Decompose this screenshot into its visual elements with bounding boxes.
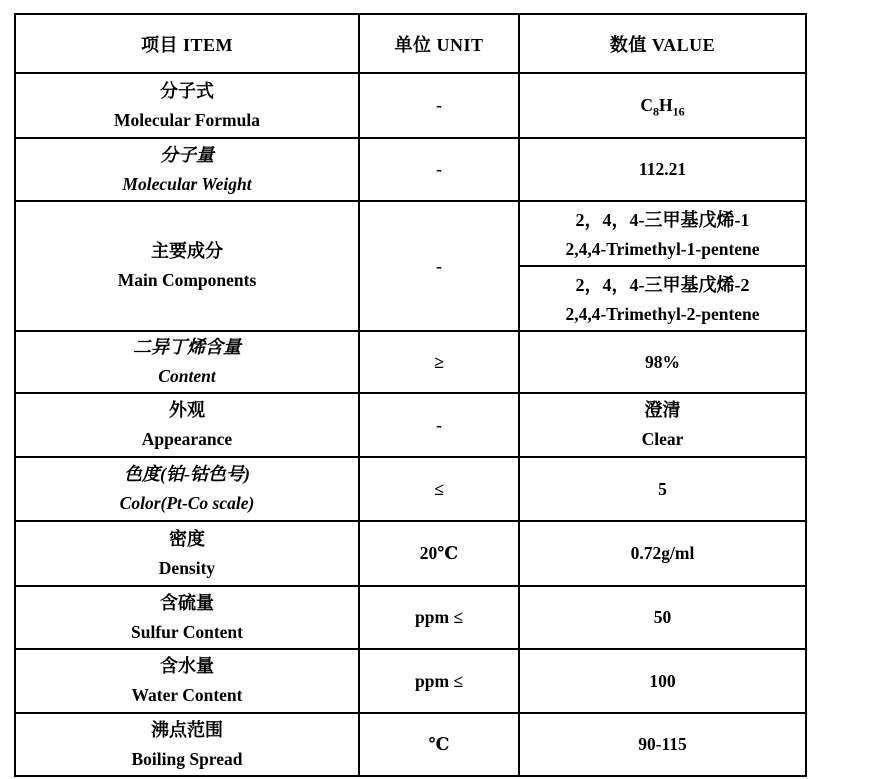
item-label-en: Main Components	[117, 270, 257, 290]
value-cell	[519, 457, 806, 521]
item-label-zh: 二异丁烯含量	[133, 337, 241, 357]
row-molecular-weight	[15, 138, 806, 201]
value-cell	[519, 138, 806, 201]
row-molecular-formula	[15, 73, 806, 138]
unit-cell	[359, 138, 519, 201]
item-cell	[15, 521, 359, 586]
unit-cell	[359, 73, 519, 138]
product-spec-table	[14, 13, 807, 777]
value-cell	[519, 73, 806, 138]
value-text: 0.72g/ml	[630, 543, 695, 563]
unit-cell	[359, 713, 519, 776]
row-boiling-spread	[15, 713, 806, 776]
value-cell	[519, 201, 806, 331]
unit-value: ℃	[428, 734, 450, 754]
unit-value: ppm ≤	[414, 607, 464, 627]
value-en: Clear	[641, 429, 684, 449]
component-2	[520, 267, 805, 330]
unit-value: -	[436, 255, 442, 276]
unit-value: -	[436, 414, 442, 435]
component-1-zh: 2，4，4-三甲基戊烯-1	[575, 209, 750, 230]
item-cell	[15, 73, 359, 138]
unit-value: ≥	[434, 351, 444, 372]
item-label-zh: 色度(铂-钴色号)	[124, 464, 250, 484]
row-water-content	[15, 649, 806, 713]
header-unit: 单位 UNIT	[359, 14, 519, 73]
unit-value: 20℃	[419, 543, 459, 563]
value-text: 5	[658, 478, 667, 499]
value-text: 112.21	[638, 159, 687, 179]
item-cell	[15, 457, 359, 521]
row-main-components	[15, 201, 806, 331]
unit-cell	[359, 331, 519, 393]
item-label-zh: 外观	[169, 400, 205, 420]
unit-value: -	[436, 159, 442, 179]
item-label-zh: 沸点范围	[151, 719, 223, 740]
item-label-en: Molecular Formula	[114, 109, 260, 130]
item-label-zh: 主要成分	[151, 241, 223, 261]
item-label-en: Content	[158, 366, 216, 386]
unit-cell	[359, 521, 519, 586]
value-text: 100	[649, 670, 676, 691]
row-color	[15, 457, 806, 521]
value-cell	[519, 586, 806, 649]
component-1-en: 2,4,4-Trimethyl-1-pentene	[565, 238, 760, 259]
component-2-zh: 2，4，4-三甲基戊烯-2	[575, 274, 750, 295]
value-cell	[519, 649, 806, 713]
unit-value: ppm ≤	[414, 670, 464, 691]
header-row	[15, 14, 806, 73]
item-label-zh: 密度	[169, 528, 205, 549]
item-label-zh: 分子量	[160, 144, 214, 165]
unit-cell	[359, 201, 519, 331]
item-cell	[15, 331, 359, 393]
row-density	[15, 521, 806, 586]
header-value: 数值 VALUE	[519, 14, 806, 73]
item-label-zh: 含硫量	[160, 592, 214, 613]
unit-cell	[359, 649, 519, 713]
value-cell	[519, 521, 806, 586]
value-zh: 澄清	[644, 400, 681, 420]
unit-cell	[359, 393, 519, 457]
unit-cell	[359, 586, 519, 649]
row-appearance	[15, 393, 806, 457]
item-label-en: Density	[158, 557, 216, 578]
item-label-en: Boiling Spread	[131, 748, 243, 769]
unit-cell	[359, 457, 519, 521]
value-text: 98%	[645, 351, 680, 372]
row-content	[15, 331, 806, 393]
unit-value: ≤	[434, 478, 444, 499]
item-cell	[15, 713, 359, 776]
component-1	[520, 202, 805, 267]
row-sulfur-content	[15, 586, 806, 649]
value-cell	[519, 393, 806, 457]
item-label-en: Appearance	[141, 429, 233, 449]
item-label-en: Sulfur Content	[131, 621, 243, 642]
item-cell	[15, 649, 359, 713]
value-cell	[519, 713, 806, 776]
value-cell	[519, 331, 806, 393]
item-cell	[15, 201, 359, 331]
value-text: 50	[653, 607, 672, 627]
header-item: 项目 ITEM	[15, 14, 359, 73]
item-label-zh: 分子式	[160, 80, 214, 101]
item-label-en: Color(Pt-Co scale)	[119, 493, 255, 513]
component-2-en: 2,4,4-Trimethyl-2-pentene	[565, 303, 760, 324]
chemical-formula: $C_8H_{16}$	[640, 95, 685, 119]
unit-value: -	[436, 95, 442, 115]
item-label-en: Water Content	[131, 685, 243, 705]
value-text: 90-115	[638, 734, 687, 754]
item-cell	[15, 393, 359, 457]
item-label-zh: 含水量	[160, 656, 214, 676]
item-cell	[15, 138, 359, 201]
item-cell	[15, 586, 359, 649]
item-label-en: Molecular Weight	[122, 173, 252, 194]
